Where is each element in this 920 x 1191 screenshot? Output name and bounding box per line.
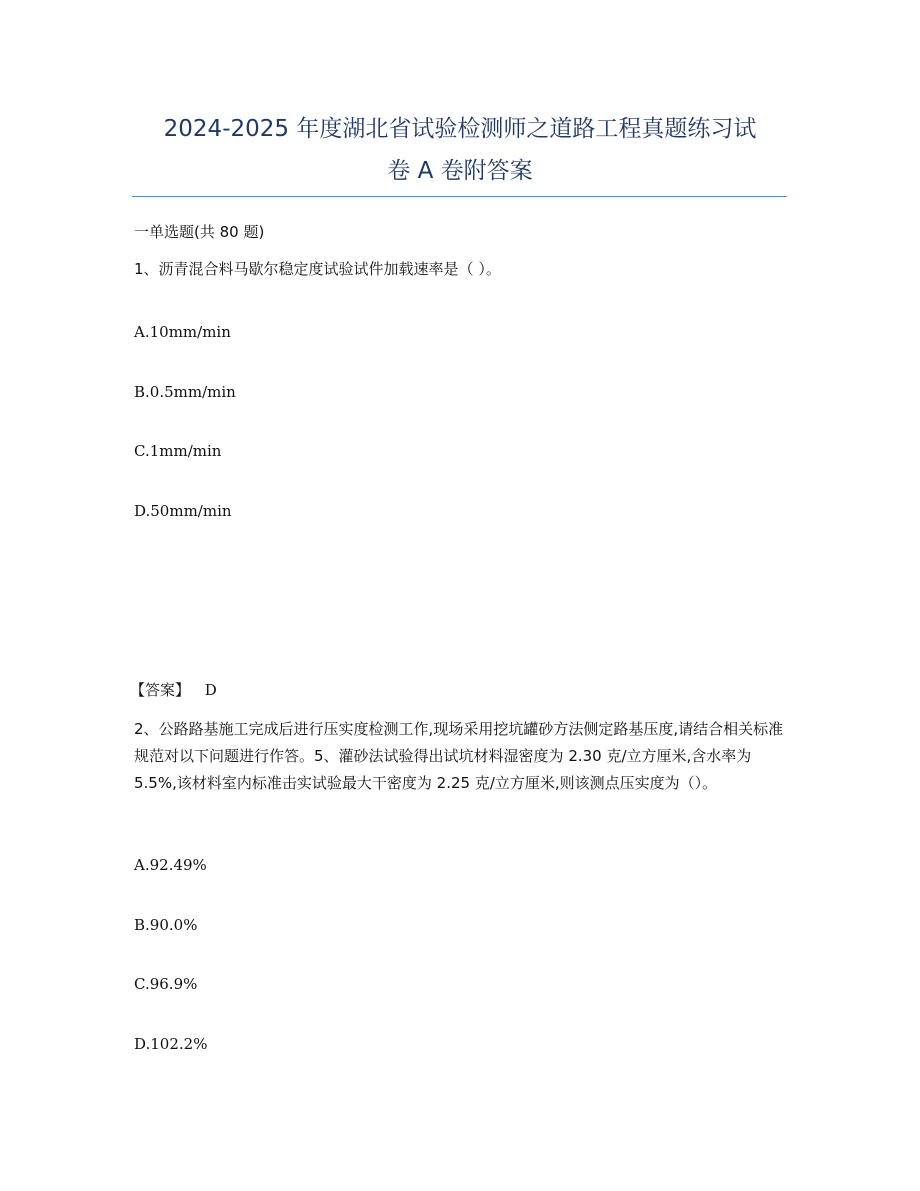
question-2-option-b: B.90.0% — [134, 916, 198, 934]
question-2-option-c: C.96.9% — [134, 975, 198, 993]
document-title-line-2: 卷 A 卷附答案 — [387, 158, 533, 184]
answer-value: D — [204, 681, 217, 699]
question-1-option-c: C.1mm/min — [134, 442, 222, 460]
question-1-stem: 1、沥青混合料马歇尔稳定度试验试件加载速率是（ ）。 — [134, 260, 501, 278]
section-header: 一单选题(共 80 题) — [134, 223, 265, 241]
document-title-line-1: 2024-2025 年度湖北省试验检测师之道路工程真题练习试 — [163, 116, 757, 142]
question-2-stem: 2、公路路基施工完成后进行压实度检测工作,现场采用挖坑罐砂方法侧定路基压度,请结合相关标准规范对以下问题进行作答。5、灌砂法试验得出试坑材料湿密度为 2.30 克/立方厘米,含水率为 5.5%,该材料室内标准击实试验最大干密度为 2.25 克/立方厘米,则该测点压实度为（）。 — [134, 720, 784, 792]
title-divider — [132, 196, 787, 197]
question-1-option-a: A.10mm/min — [134, 323, 231, 341]
question-1-answer — [130, 683, 217, 698]
question-1-option-d: D.50mm/min — [134, 502, 232, 520]
answer-label: 【答案】 — [130, 681, 191, 699]
question-2-option-d: D.102.2% — [134, 1035, 208, 1053]
question-2-option-a: A.92.49% — [134, 856, 207, 874]
question-1-option-b: B.0.5mm/min — [134, 383, 236, 401]
